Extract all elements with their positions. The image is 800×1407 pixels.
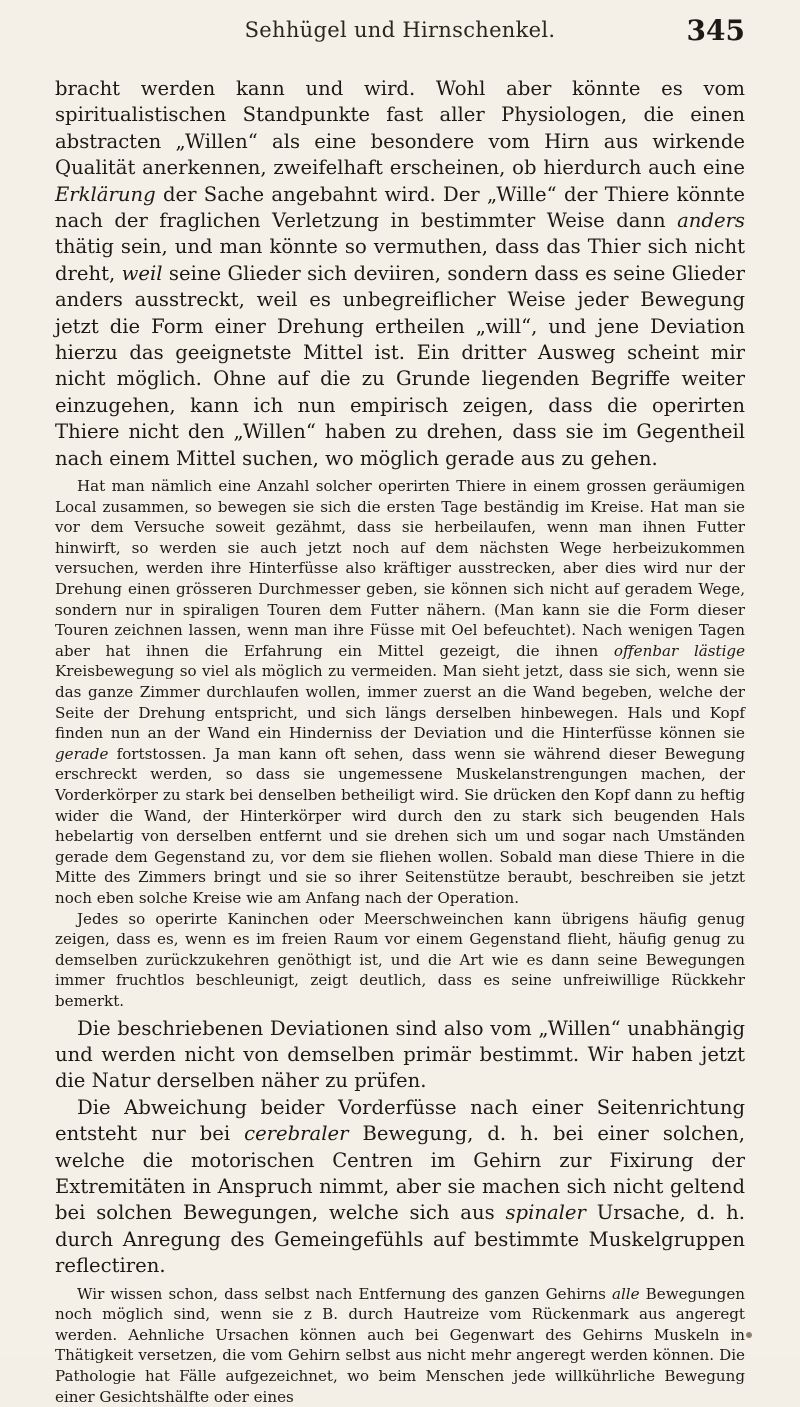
ink-spot-mark: [746, 1332, 752, 1338]
text-run: Die Abweichung beider Vorderfüsse nach einer Seitenrichtung entsteht nur bei: [55, 1095, 745, 1146]
emphasis-alle: alle: [611, 1284, 640, 1303]
text-run: Jedes so operirte Kaninchen oder Meerschweinchen kann übrigens häufig genug zeigen, dass es, wenn es im freien Raum vor einem Gegenstand flieht, häufig genug zu demselben zurückzukehren genöthigt ist, und die Art wie es dann seine Bewegungen immer fruchtlos beschleunigt, zeigt deutlich, dass es seine unfreiwillige Rückkehr bemerkt.: [55, 909, 745, 1010]
running-title: Sehhügel und Hirnschenkel.: [244, 18, 556, 42]
text-run: seine Glieder sich deviiren, sondern dass es seine Glieder anders ausstreckt, weil es unbegreiflicher Weise jeder Bewegung jetzt die Form einer Drehung ertheilen „will“, und jene Deviation hierzu das geeignetste Mittel ist. Ein dritter Ausweg scheint mir nicht möglich. Ohne auf die zu Grunde liegenden Begriffe weiter einzugehen, kann ich nun empirisch zeigen, dass die operirten Thiere nicht den „Willen“ haben zu drehen, dass sie im Gegentheil nach einem Mittel suchen, wo möglich gerade aus zu gehen.: [55, 261, 745, 470]
emphasis-spinaler: spinaler: [505, 1201, 586, 1225]
text-run: der Sache angebahnt wird. Der „Wille“ der Thiere könnte nach der fraglichen Verletzung in bestimmter Weise dann: [55, 182, 745, 233]
text-run: thätig sein, und man könnte so vermuthen, dass das Thier sich nicht dreht,: [55, 235, 745, 285]
text-run: Bewegung, d. h. bei einer solchen, welche die motorischen Centren im Gehirn zur Fixirung der Extremitäten in Anspruch nimmt, aber sie machen sich nicht geltend bei solchen Bewegungen, welche sich aus: [55, 1122, 745, 1225]
page-number: 345: [686, 14, 745, 47]
paragraph-abweichung: [55, 1095, 745, 1280]
paragraph-deviationen: [55, 1016, 745, 1095]
text-run: Hat man nämlich eine Anzahl solcher operirten Thiere in einem grossen geräumigen Local zusammen, so bewegen sie sich die ersten Tage beständig im Kreise. Hat man sie vor dem Versuche soweit gezähmt, dass sie herbeilaufen, wenn man ihnen Futter hinwirft, so werden sie auch jetzt noch auf dem nächsten Wege herbeizukommen versuchen, werden ihre Hinterfüsse also kräftiger ausstrecken, aber dies wird nur der Drehung einen grösseren Durchmesser geben, sie können sich nicht auf geradem Wege, sondern nur in spiraligen Touren dem Futter nähern. (Man kann sie die Form dieser Touren zeichnen lassen, wenn man ihre Füsse mit Oel befeuchtet). Nach wenigen Tagen aber hat ihnen die Erfahrung ein Mittel gezeigt, die ihnen: [55, 477, 745, 660]
body-text: [55, 76, 745, 1407]
running-head: [0, 14, 800, 54]
emphasis-weil: weil: [121, 261, 163, 285]
emphasis-offenbar-laestige: offenbar lästige: [613, 641, 746, 660]
emphasis-cerebraler: cerebraler: [244, 1122, 349, 1146]
small-paragraph-experiment: [55, 476, 745, 908]
text-run: Kreisbewegung so viel als möglich zu vermeiden. Man sieht jetzt, dass sie sich, wenn sie das ganze Zimmer durchlaufen wollen, immer zuerst an die Wand begeben, welche der Seite der Drehung entspricht, und sich längs derselben hinbewegen. Hals und Kopf finden nun an der Wand ein Hinderniss der Deviation und die Hinterfüsse können sie: [55, 662, 745, 743]
emphasis-gerade: gerade: [55, 744, 109, 763]
small-paragraph-kaninchen: [55, 909, 745, 1012]
emphasis-erklaerung: Erklärung: [55, 182, 156, 206]
text-run: bracht werden kann und wird. Wohl aber könnte es vom spiritualistischen Standpunkte fast aller Physiologen, die einen abstracten „Willen“ als eine besondere vom Hirn aus wirkende Qualität anerkennen, zweifelhaft erscheinen, ob hierdurch auch eine: [55, 77, 745, 180]
text-run: Ursache, d. h. durch Anregung des Gemeingefühls auf bestimmte Muskelgruppen reflectiren.: [55, 1201, 746, 1278]
text-run: Wir wissen schon, dass selbst nach Entfernung des ganzen Gehirns: [77, 1284, 612, 1303]
emphasis-anders: anders: [677, 209, 745, 233]
text-run: Die beschriebenen Deviationen sind also vom „Willen“ unabhängig und werden nicht von demselben primär bestimmt. Wir haben jetzt die Natur derselben näher zu prüfen.: [55, 1016, 745, 1093]
small-paragraph-gehirn: [55, 1284, 745, 1407]
paragraph-continuation: [55, 76, 745, 472]
text-run: Bewegungen noch möglich sind, wenn sie z B. durch Hautreize vom Rückenmark aus angeregt werden. Aehnliche Ursachen können auch bei Gegenwart des Gehirns Muskeln in Thätigkeit versetzen, die vom Gehirn selbst aus nicht mehr angeregt werden können. Die Pathologie hat Fälle aufgezeichnet, wo beim Menschen jede willkührliche Bewegung einer Gesichtshälfte oder eines: [55, 1284, 745, 1406]
text-run: fortstossen. Ja man kann oft sehen, dass wenn sie während dieser Bewegung erschreckt werden, so dass sie ungemessene Muskelanstrengungen machen, der Vorderkörper zu stark bei denselben betheiligt wird. Sie drücken den Kopf dann zu heftig wider die Wand, der Hinterkörper wird durch den zu stark sich beugenden Hals hebelartig von derselben entfernt und sie drehen sich um und sogar nach Umständen gerade dem Gegenstand zu, vor dem sie fliehen wollen. Sobald man diese Thiere in die Mitte des Zimmers bringt und sie so ihrer Seitenstütze beraubt, beschreiben sie jetzt noch eben solche Kreise wie am Anfang nach der Operation.: [55, 744, 745, 907]
